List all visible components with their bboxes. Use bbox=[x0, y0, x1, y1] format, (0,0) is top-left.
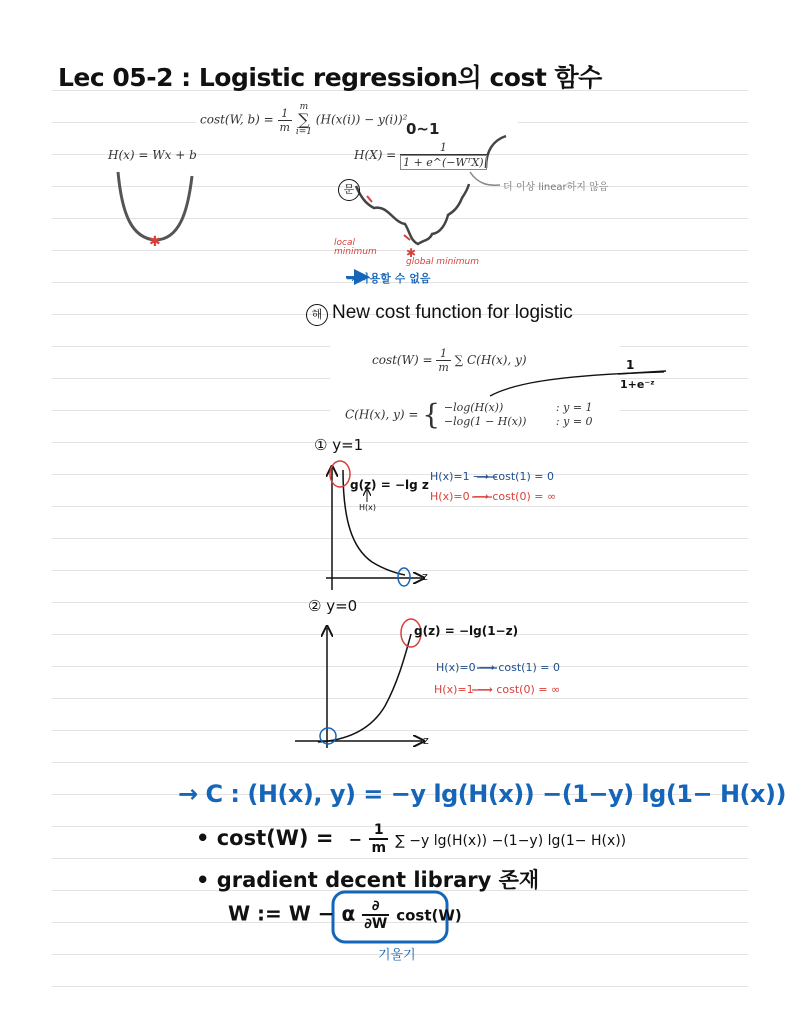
sigmoid-sketch bbox=[486, 136, 506, 168]
new-cost-formula: cost(W) = $\frac{1}{m}$ ∑ C(H(x), y) bbox=[372, 347, 527, 374]
graph2-label: ② y=0 bbox=[308, 597, 358, 615]
problem-badge: 문 bbox=[338, 179, 360, 201]
page-title: Lec 05-2 : Logistic regression의 cost 함수 bbox=[58, 63, 602, 92]
local-marker-2 bbox=[404, 235, 410, 240]
local-minimum-label: local minimum bbox=[334, 238, 377, 257]
global-minimum-label: global minimum bbox=[406, 257, 480, 267]
graph2-function: g(z) = −lg(1−z) bbox=[414, 624, 519, 638]
sigmoid-note: 1 bbox=[626, 358, 635, 372]
slope-note: 기울기 bbox=[378, 948, 416, 963]
gray-note-arrow bbox=[470, 172, 500, 185]
cost-formula: cost(W, b) = $\frac{1}{m}$ m ∑ i=1 (H(x(i)) − y(i))² bbox=[200, 102, 408, 137]
nonconvex-cost-curve bbox=[356, 184, 469, 244]
linear-hypothesis: H(x) = Wx + b bbox=[108, 148, 197, 162]
global-star: ✱ bbox=[406, 246, 417, 260]
cannot-use-note: → 사용할 수 없음 bbox=[346, 272, 431, 285]
logistic-hypothesis: H(X) = $\frac{1}{\text{1 + e\textasciicircum{}(−WᵀX)}}$ bbox=[354, 141, 487, 170]
graph1-red-circle bbox=[330, 461, 350, 487]
local-marker bbox=[367, 196, 372, 202]
graph1-h-label: H(x) bbox=[359, 503, 376, 512]
graph2-note-1: H(x)=0 ⟶ cost(1) = 0 bbox=[436, 661, 560, 674]
range-note: 0~1 bbox=[406, 120, 440, 138]
convex-cost-curve bbox=[118, 172, 192, 240]
graph2-note-2: H(x)=1 ⟶ cost(0) = ∞ bbox=[434, 683, 561, 696]
graph1-note-2: H(x)=0 ⟶ cost(0) = ∞ bbox=[430, 490, 557, 503]
graph2-axis-label: z bbox=[423, 734, 429, 747]
piecewise-cost: C(H(x), y) = { −log(H(x)) : y = 1 −log(1 − H(x)) : y = 0 bbox=[345, 398, 593, 431]
not-linear-note: 더 이상 linear하지 않음 bbox=[503, 182, 609, 193]
global-min-star: ✱ bbox=[149, 234, 161, 250]
weight-update-rule: W := W − α $\frac{\partial}{\partial W}$ cost(W) bbox=[228, 898, 462, 932]
graph1-label: ① y=1 bbox=[314, 436, 364, 454]
gradient-descent-note: • gradient decent library 존재 bbox=[196, 868, 540, 892]
graph2-curve bbox=[318, 634, 411, 742]
graph1-function: g(z) = −lg z bbox=[350, 478, 429, 492]
c-formula-summary: → C : (H(x), y) = −y lg(H(x)) −(1−y) lg(1− H(x)) bbox=[178, 780, 786, 808]
solution-heading: New cost function for logistic bbox=[332, 302, 573, 323]
graph1-axis-label: z bbox=[422, 570, 428, 583]
sigmoid-note-den: 1+e⁻ᶻ bbox=[620, 378, 655, 391]
graph1-blue-circle bbox=[398, 568, 410, 586]
solution-badge: 해 bbox=[306, 304, 328, 326]
graph1-note-1: H(x)=1 ⟶ cost(1) = 0 bbox=[430, 470, 554, 483]
cost-w-summary: • cost(W) = − $\frac{1}{m}$ ∑ −y lg(H(x)) −(1−y) lg(1− H(x)) bbox=[196, 822, 627, 856]
